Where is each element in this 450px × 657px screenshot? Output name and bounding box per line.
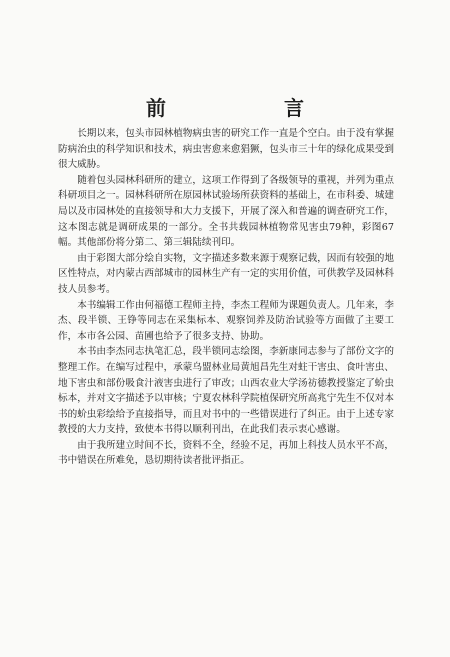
preface-body bbox=[58, 126, 394, 469]
paragraph: 随着包头园林科研所的建立，这项工作得到了各级领导的重视，并列为重点科研项目之一。园林科研所在原园林试验场所获资料的基础上，在市科委、城建局以及市园林处的直接领导和大力支援下，开展了深入和普遍的调查研究工作，这本图志就是调研成果的一部分。全书共载园林植物常见害虫79种，彩图67幅。其他部份将分第二、第三辑陆续刊印。 bbox=[58, 174, 394, 249]
paragraph: 本书由李杰同志执笔汇总，段半锁同志绘图，李新康同志参与了部份文字的整理工作。在编写过程中，承蒙乌盟林业局黄旭昌先生对蛀干害虫、食叶害虫、地下害虫和部份吸食汁液害虫进行了审改；山西农业大学汤祊德教授鉴定了蚧虫标本，并对文字描述予以审核；宁夏农林科学院植保研究所高兆宁先生不仅对本书的蚧虫彩绘给予直接指导，而且对书中的一些错误进行了纠正。由于上述专家教授的大力支持，致使本书得以顺利刊出，在此我们表示衷心感谢。 bbox=[58, 346, 394, 436]
paragraph: 本书编辑工作由何福德工程师主持，李杰工程师为课题负责人。几年来，李杰、段半锁、王铮等同志在采集标本、观察饲养及防治试验等方面做了主要工作，本市各公园、苗圃也给予了很多支持、协助。 bbox=[58, 299, 394, 342]
paragraph: 由于我所建立时间不长，资料不全，经验不足，再加上科技人员水平不高，书中错误在所难免，恳切期待读者批评指正。 bbox=[58, 439, 394, 467]
page-title: 前 言 bbox=[146, 96, 330, 120]
paragraph: 长期以来，包头市园林植物病虫害的研究工作一直是个空白。由于没有掌握防病治虫的科学知识和技术，病虫害愈来愈猖獗，包头市三十年的绿化成果受到很大威胁。 bbox=[58, 128, 394, 171]
paragraph: 由于彩图大部分绘自实物，文字描述多数来源于观察记载，因而有较强的地区性特点，对内蒙古西部城市的园林生产有一定的实用价值，可供教学及园林科技人员参考。 bbox=[58, 252, 394, 295]
